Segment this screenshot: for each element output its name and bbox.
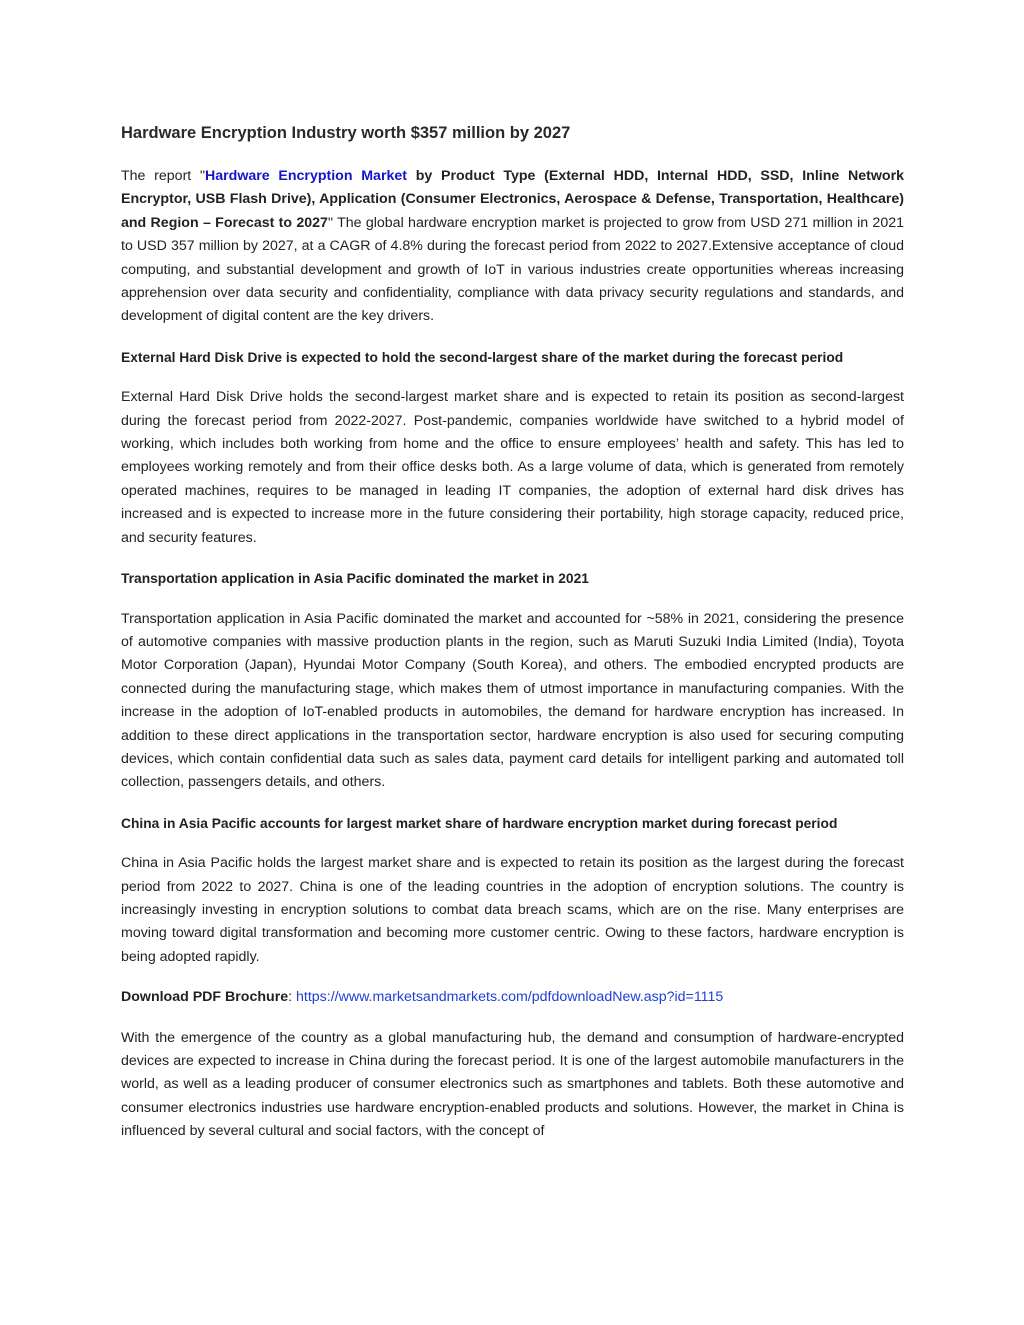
section-body-transportation: Transportation application in Asia Pacific dominated the market and accounted for ~58% in 2021, considering the presence of automotive companies with massive production plants in the region, such as Maruti Suzuki India Limited (India), Toyota Motor Corporation (Japan), Hyundai Motor Company (South Korea), and others. The embodied encrypted products are connected during the manufacturing stage, which makes them of utmost importance in manufacturing companies. With the increase in the adoption of IoT-enabled products in automobiles, the demand for hardware encryption has increased. In addition to these direct applications in the transportation sector, hardware encryption is also used for securing computing devices, which contain confidential data such as sales data, payment card details for intelligent parking and automated toll collection, passengers details, and others. (121, 610, 904, 791)
section-body-external-hdd: External Hard Disk Drive holds the second-largest market share and is expected to retain its position as second-largest during the forecast period from 2022-2027. Post-pandemic, companies worldwide have switched to a hybrid model of working, which includes both working from home and the office to ensure employees’ health and safety. This has led to employees working remotely and from their office desks both. As a large volume of data, which is generated from remotely operated machines, requires to be managed in leading IT companies, the adoption of external hard disk drives has increased and is expected to increase more in the future considering their portability, high storage capacity, reduced price, and security features. (121, 389, 904, 546)
download-separator: : (288, 989, 296, 1006)
section-heading-external-hdd: External Hard Disk Drive is expected to hold the second-largest share of the market during the forecast period (121, 349, 844, 365)
download-label: Download PDF Brochure (121, 989, 289, 1006)
download-link[interactable]: https://www.marketsandmarkets.com/pdfdownloadNew.asp?id=1115 (296, 989, 724, 1006)
closing-paragraph: With the emergence of the country as a global manufacturing hub, the demand and consumption of hardware-encrypted devices are expected to increase in China during the forecast period. It is one of the largest automobile manufacturers in the world, as well as a leading producer of consumer electronics such as smartphones and tablets. Both these automotive and consumer electronics industries use hardware encryption-enabled products and solutions. However, the market in China is influenced by several cultural and social factors, with the concept of (121, 1029, 904, 1140)
section-heading-china: China in Asia Pacific accounts for largest market share of hardware encryption market during forecast period (121, 815, 838, 831)
intro-paragraph (121, 165, 904, 329)
download-line (121, 986, 904, 1009)
report-link[interactable]: Hardware Encryption Market (205, 168, 407, 184)
intro-rest: The global hardware encryption market is projected to grow from USD 271 million in 2021 to USD 357 million by 2027, at a CAGR of 4.8% during the forecast period from 2022 to 2027.Extensive acceptance of cloud computing, and substantial development and growth of IoT in various industries create opportunities whereas increasing apprehension over data security and confidentiality, compliance with data privacy security regulations and standards, and development of digital content are the key drivers. (121, 214, 904, 325)
section-body-china: China in Asia Pacific holds the largest market share and is expected to retain its position as the largest during the forecast period from 2022 to 2027. China is one of the leading countries in the adoption of encryption solutions. The country is increasingly investing in encryption solutions to combat data breach scams, which are on the rise. Many enterprises are moving toward digital transformation and becoming more customer centric. Owing to these factors, hardware encryption is being adopted rapidly. (121, 855, 904, 965)
report-title-text: by Product Type (External HDD, Internal HDD, SSD, Inline Network Encryptor, USB Flash Drive), Application (Consumer Electronics, Aerospace & Defense, Transportation, Healthcare) and Region – Forecast to 2027 (121, 168, 904, 231)
intro-prefix: The report " (121, 168, 206, 184)
intro-quote-close: " (327, 214, 333, 231)
section-heading-transportation: Transportation application in Asia Pacific dominated the market in 2021 (121, 571, 589, 587)
page-title: Hardware Encryption Industry worth $357 million by 2027 (121, 124, 571, 142)
